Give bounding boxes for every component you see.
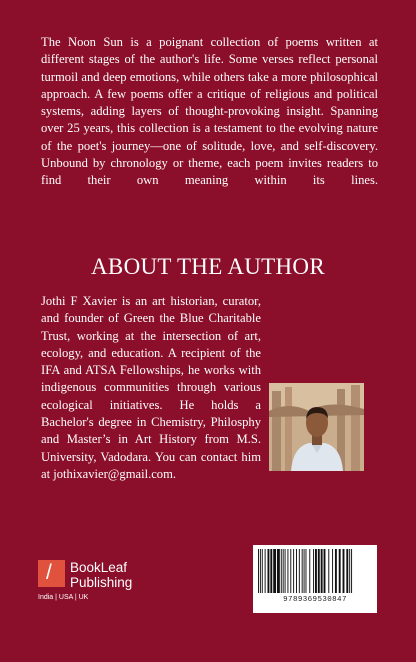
barcode-bar	[351, 549, 352, 593]
barcode-bar	[328, 549, 329, 593]
isbn-number: 9789369530847	[283, 596, 347, 604]
isbn-barcode	[253, 545, 377, 613]
barcode-bar	[304, 549, 305, 593]
barcode-bar	[343, 549, 345, 593]
barcode-bar	[268, 549, 270, 593]
barcode-bar	[349, 549, 350, 593]
barcode-bar	[346, 549, 348, 593]
barcode-bar	[302, 549, 303, 593]
barcode-bar	[318, 549, 320, 593]
barcode-bar	[299, 549, 300, 593]
barcode-bar	[332, 549, 333, 593]
barcode-bar	[306, 549, 307, 593]
barcode-bar	[260, 549, 261, 593]
barcode-bar	[281, 549, 282, 593]
author-photo	[269, 383, 364, 471]
barcode-bars	[257, 549, 373, 593]
barcode-bar	[293, 549, 294, 593]
barcode-bar	[321, 549, 323, 593]
barcode-bar	[324, 549, 326, 593]
author-bio: Jothi F Xavier is an art historian, curator, and founder of Green the Blue Charitable Trust, working at the intersection of art, ecology, and education. A recipient of the IFA and ATSA Fellowships, he works with indigenous communities through various ecological initiatives. He holds a Bachelor's degree in Chemistry, Philosphy and Master’s in Art History from M.S. University, Vadodara. You can contact him at jothixavier@gmail.com.	[41, 294, 261, 481]
barcode-bar	[296, 549, 297, 593]
logo-name-line2: Publishing	[70, 575, 133, 590]
barcode-bar	[273, 549, 276, 593]
barcode-bar	[313, 549, 314, 593]
barcode-bar	[258, 549, 259, 593]
bookleaf-publishing-logo	[37, 559, 187, 609]
barcode-bar	[335, 549, 337, 593]
about-author-heading: ABOUT THE AUTHOR	[91, 254, 325, 279]
barcode-bar	[262, 549, 263, 593]
author-portrait-image	[269, 383, 364, 471]
barcode-bar	[339, 549, 341, 593]
barcode-bar	[315, 549, 317, 593]
publisher-regions: India | USA | UK	[38, 594, 89, 601]
barcode-bar	[277, 549, 280, 593]
barcode-bar	[290, 549, 291, 593]
logo-slash: /	[46, 561, 52, 584]
barcode-bar	[285, 549, 286, 593]
barcode-bar	[309, 549, 310, 593]
barcode-bar	[270, 549, 272, 593]
barcode-bar	[287, 549, 288, 593]
barcode-bar	[283, 549, 284, 593]
bookleaf-logo-mark	[38, 560, 65, 587]
back-cover-blurb: The Noon Sun is a poignant collection of poems written at different stages of the author's life. Some verses reflect personal turmoil and deep emotions, while others take a more philosophical approach. A few poems offer a critique of religious and political systems, adding layers of thought-provoking insight. Spanning over 25 years, this collection is a testament to the evolving nature of the poet's journey—one of solitude, love, and self-discovery. Unbound by chronology or theme, each poem invites readers to find their own meaning within its lines.	[41, 35, 378, 188]
logo-name-line1: BookLeaf	[70, 560, 128, 575]
barcode-bar	[265, 549, 266, 593]
